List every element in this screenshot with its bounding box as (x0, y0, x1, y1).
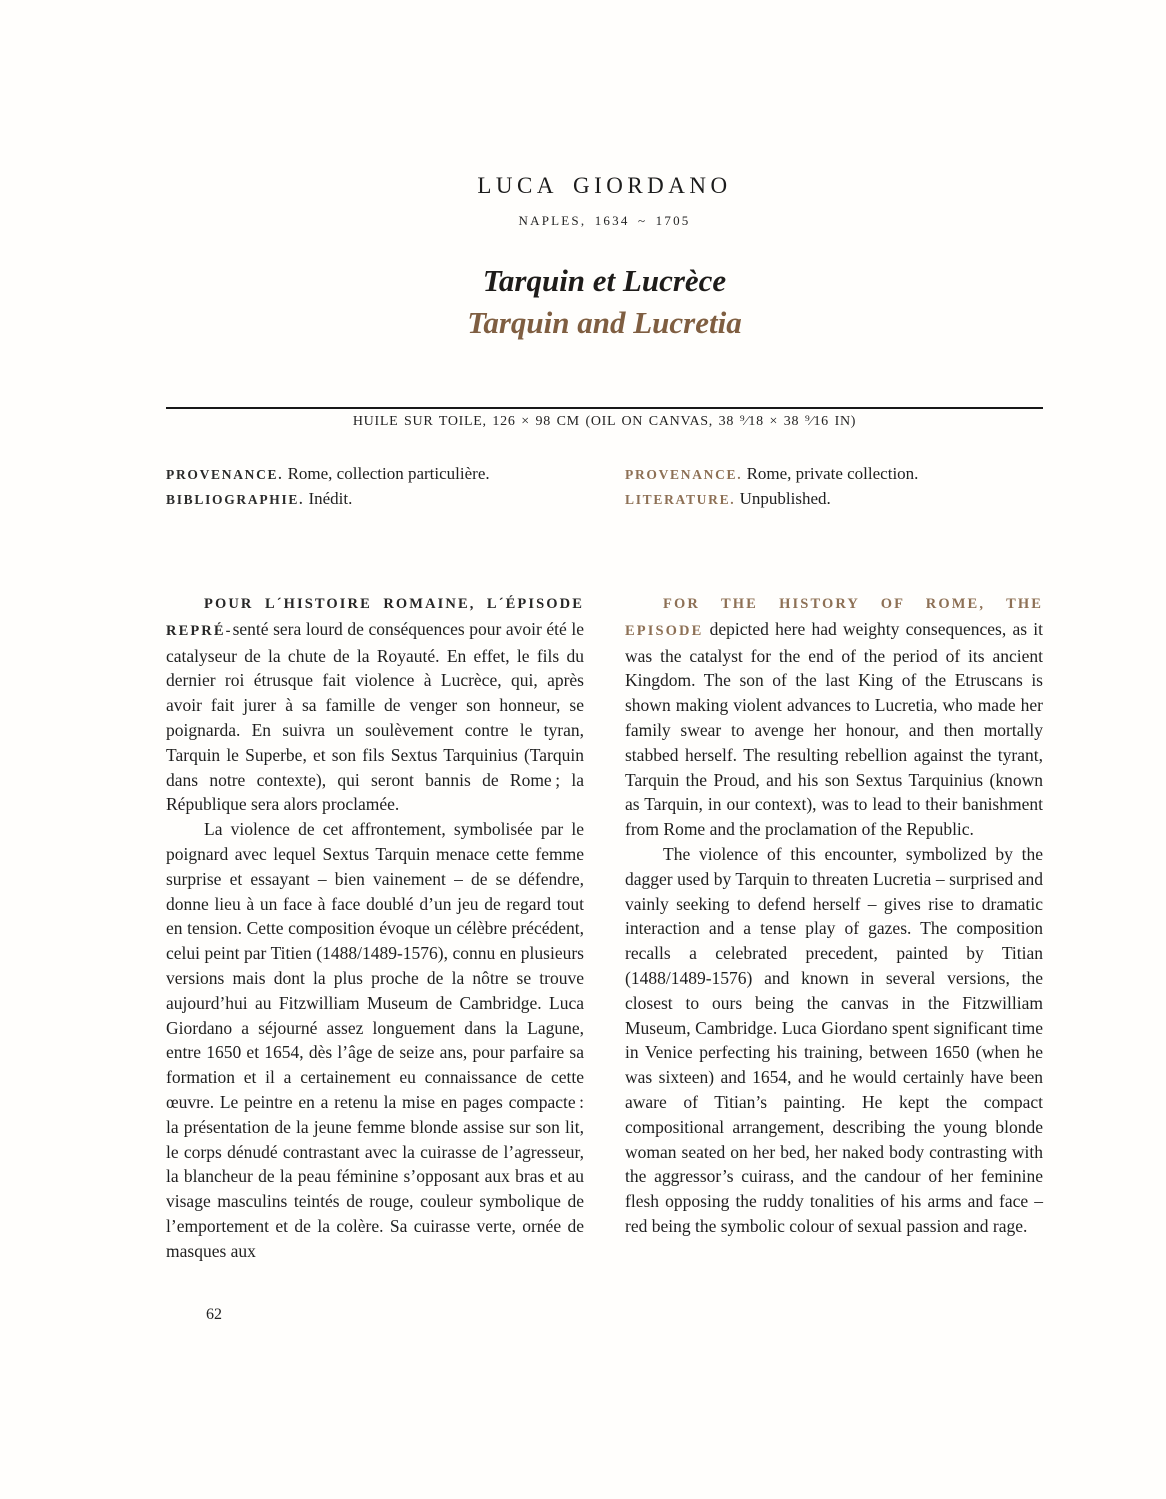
french-paragraph-2-text: La violence de cet affrontement, symbolisée par le poignard avec lequel Sextus Tarquin menace cette femme surprise et essayant – bien vainement – de se défendre, donne lieu à un face à face doublé d’un jeu de regard tout en tension. Cette composition évoque un célèbre précédent, celui peint par Titien (1488/1489-1576), connu en plusieurs versions mais dont la plus proche de la nôtre se trouve aujourd’hui au Fitzwilliam Museum de Cambridge. Luca Giordano a séjourné assez longuement dans la Lagune, entre 1650 et 1654, dès l’âge de seize ans, pour parfaire sa formation et il a certainement eu connaissance de cette œuvre. Le peintre en a retenu la mise en pages compacte : la présentation de la jeune femme blonde assise sur son lit, le corps dénudé contrastant avec la cuirasse de l’agresseur, la blancheur de la peau féminine s’opposant aux bras et au visage masculins teintés de rouge, couleur symbolique de l’emportement et de la colère. Sa cuirasse verte, ornée de masques aux (166, 819, 584, 1261)
french-paragraph-2 (166, 817, 584, 1263)
literature-label-english: LITERATURE. (625, 492, 736, 507)
french-paragraph-1 (166, 590, 584, 817)
bibliography-value-french: Inédit. (308, 489, 353, 508)
provenance-label-english: PROVENANCE. (625, 467, 743, 482)
provenance-row-french (166, 462, 584, 487)
page-number: 62 (206, 1306, 222, 1323)
english-paragraph-1 (625, 590, 1043, 842)
english-lead-in: FOR THE HISTORY OF ROME, THE EPISODE (625, 596, 1043, 639)
literature-value-english: Unpublished. (739, 489, 831, 508)
provenance-value-english: Rome, private collection. (746, 464, 919, 483)
work-title-english: Tarquin and Lucretia (467, 305, 742, 340)
english-paragraph-1-text: depicted here had weighty consequences, as it was the catalyst for the end of the period of its ancient Kingdom. The son of the last King of the Etruscans is shown making violent advances to Lucretia, who made her family swear to avenge her honour, and then mortally stabbed herself. The resulting rebellion against the tyrant, Tarquin the Proud, and his son Sextus Tarquinius (known as Tarquin, in our context), was to lead to their banishment from Rome and the proclamation of the Republic. (625, 618, 1043, 840)
provenance-label-french: PROVENANCE. (166, 467, 284, 482)
essay-body (166, 590, 1043, 1264)
catalog-info-english (625, 462, 1043, 512)
artist-name: LUCA GIORDANO (477, 173, 732, 198)
artist-dates: NAPLES, 1634 ~ 1705 (518, 213, 691, 228)
essay-column-french (166, 590, 584, 1264)
english-paragraph-2 (625, 842, 1043, 1239)
catalog-info-french (166, 462, 584, 512)
page-header (166, 173, 1043, 341)
bibliography-row-french (166, 487, 584, 512)
english-paragraph-2-text: The violence of this encounter, symbolized by the dagger used by Tarquin to threaten Lucretia – surprised and vainly seeking to defend herself – gives rise to dramatic interaction and a tense play of gazes. The composition recalls a celebrated precedent, painted by Titian (1488/1489-1576) and known in several versions, the closest to ours being the canvas in the Fitzwilliam Museum, Cambridge. Luca Giordano spent significant time in Venice perfecting his training, between 1650 (when he was sixteen) and 1654, and he would certainly have been aware of Titian’s painting. He kept the compact compositional arrangement, describing the young blonde woman seated on her bed, her naked body contrasting with the aggressor’s cuirass, and the candour of her feminine flesh opposing the ruddy tonalities of his arms and face – red being the symbolic colour of sexual passion and rage. (625, 843, 1043, 1236)
french-paragraph-1-text: senté sera lourd de conséquences pour avoir été le catalyseur de la chute de la Royauté. En effet, le fils du dernier roi étrusque fait violence à Lucrèce, qui, après avoir fait jurer à sa famille de venger son honneur, se poignarda. En suivra un soulèvement contre le tyran, Tarquin le Superbe, et son fils Sextus Tarquinius (Tarquin dans notre contexte), qui seront bannis de Rome ; la République sera alors proclamée. (166, 618, 584, 815)
divider-rule (166, 407, 1043, 409)
provenance-value-french: Rome, collection particulière. (287, 464, 490, 483)
medium-line: HUILE SUR TOILE, 126 × 98 CM (OIL ON CANVAS, 38 ⁹⁄18 × 38 ⁹⁄16 IN) (352, 414, 857, 429)
work-title-french: Tarquin et Lucrèce (482, 263, 727, 298)
literature-row-english (625, 487, 1043, 512)
provenance-row-english (625, 462, 1043, 487)
french-lead-in: POUR L´HISTOIRE ROMAINE, L´ÉPISODE REPRÉ- (166, 596, 584, 639)
essay-column-english (625, 590, 1043, 1264)
catalog-info (166, 462, 1043, 512)
bibliography-label-french: BIBLIOGRAPHIE. (166, 492, 305, 507)
